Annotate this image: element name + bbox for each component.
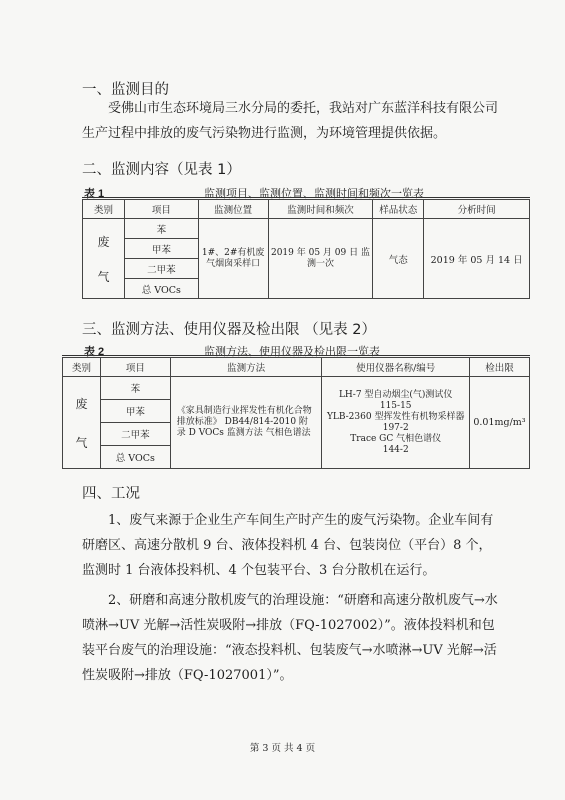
category-char: 废 (75, 396, 88, 411)
table-2-header-instrument: 使用仪器名称/编号 (322, 358, 470, 377)
instrument-id: 144-2 (382, 444, 409, 455)
table-2-item: 甲苯 (100, 400, 170, 423)
table-1-header-sample-state: 样品状态 (373, 200, 424, 219)
section-4-heading: 四、工况 (82, 486, 140, 502)
table-2-category-cell (63, 377, 101, 469)
table-1-top-rule (82, 197, 530, 198)
table-1-sample-state: 气态 (373, 219, 424, 299)
table-1-number: 表 1 (84, 188, 105, 200)
table-1-header-row (83, 200, 530, 219)
table-2-top-rule (62, 355, 530, 356)
category-char: 废 (97, 234, 110, 249)
section-4-paragraph-1: 1、废气来源于企业生产车间生产时产生的废气污染物。企业车间有研磨区、高速分散机 9 台、液体投料机 4 台、包装岗位（平台）8 个，监测时 1 台液体投料机、4 个包装平台、3 台分散机在运行。 (82, 513, 494, 578)
table-1-analysis-time: 2019 年 05 月 14 日 (424, 219, 530, 299)
category-char: 气 (97, 269, 110, 284)
table-2-title: 监测方法、使用仪器及检出限一览表 (204, 345, 380, 358)
table-1-item: 甲苯 (124, 239, 198, 259)
table-1 (82, 199, 530, 299)
section-2-heading: 二、监测内容（见表 1） (82, 162, 241, 178)
table-1-item: 总 VOCs (124, 279, 198, 299)
instrument-name: YLB-2360 型挥发性有机物采样器 (326, 411, 465, 422)
table-1-header-location: 监测位置 (198, 200, 268, 219)
instrument-id: 115-15 (379, 400, 412, 411)
table-2-item: 苯 (100, 377, 170, 400)
instrument-name: Trace GC 气相色谱仪 (350, 433, 442, 444)
table-2 (62, 357, 530, 469)
table-1-header-item: 项目 (124, 200, 198, 219)
table-2-header-item: 项目 (100, 358, 170, 377)
table-1-time-freq: 2019 年 05 月 09 日 监测一次 (268, 219, 373, 299)
page-footer: 第 3 页 共 4 页 (249, 743, 316, 754)
table-1-category-cell (83, 219, 125, 299)
section-4-paragraph-2: 2、研磨和高速分散机废气的治理设施：“研磨和高速分散机废气→水喷淋→UV 光解→活性炭吸附→排放（FQ-1027002）”。液体投料机和包装平台废气的治理设施：“液态投料机、包装废气→水喷淋→UV 光解→活性炭吸附→排放（FQ-1027001）”。 (82, 593, 498, 683)
table-row (63, 377, 530, 400)
table-1-location: 1#、2#有机废气烟囱采样口 (198, 219, 268, 299)
table-1-header-analysis-time: 分析时间 (424, 200, 530, 219)
section-3-heading: 三、监测方法、使用仪器及检出限 （见表 2） (82, 322, 376, 338)
table-2-header-category: 类别 (63, 358, 101, 377)
table-2-item: 二甲苯 (100, 423, 170, 446)
instrument-id: 197-2 (382, 422, 409, 433)
table-2-header-row (63, 358, 530, 377)
instrument-name: LH-7 型自动烟尘(气)测试仪 (338, 389, 453, 400)
table-2-instruments-cell (322, 377, 470, 469)
category-char: 气 (75, 435, 88, 450)
table-1-header-category: 类别 (83, 200, 125, 219)
table-2-header-detection-limit: 检出限 (469, 358, 529, 377)
table-2-method: 《家具制造行业挥发性有机化合物排放标准》 DB44/814-2010 附录 D VOCs 监测方法 气相色谱法 (170, 377, 322, 469)
table-2-header-method: 监测方法 (170, 358, 322, 377)
table-1-item: 苯 (124, 219, 198, 239)
section-1-heading: 一、监测目的 (82, 82, 169, 98)
table-1-title: 监测项目、监测位置、监测时间和频次一览表 (204, 187, 424, 200)
table-2-item: 总 VOCs (100, 446, 170, 469)
table-1-header-time-freq: 监测时间和频次 (268, 200, 373, 219)
table-1-item: 二甲苯 (124, 259, 198, 279)
table-row (83, 219, 530, 239)
section-1-body: 受佛山市生态环境局三水分局的委托，我站对广东蓝洋科技有限公司生产过程中排放的废气污染物进行监测，为环境管理提供依据。 (82, 101, 499, 141)
table-2-detection-limit: 0.01mg/m³ (469, 377, 529, 469)
table-2-number: 表 2 (84, 346, 105, 358)
